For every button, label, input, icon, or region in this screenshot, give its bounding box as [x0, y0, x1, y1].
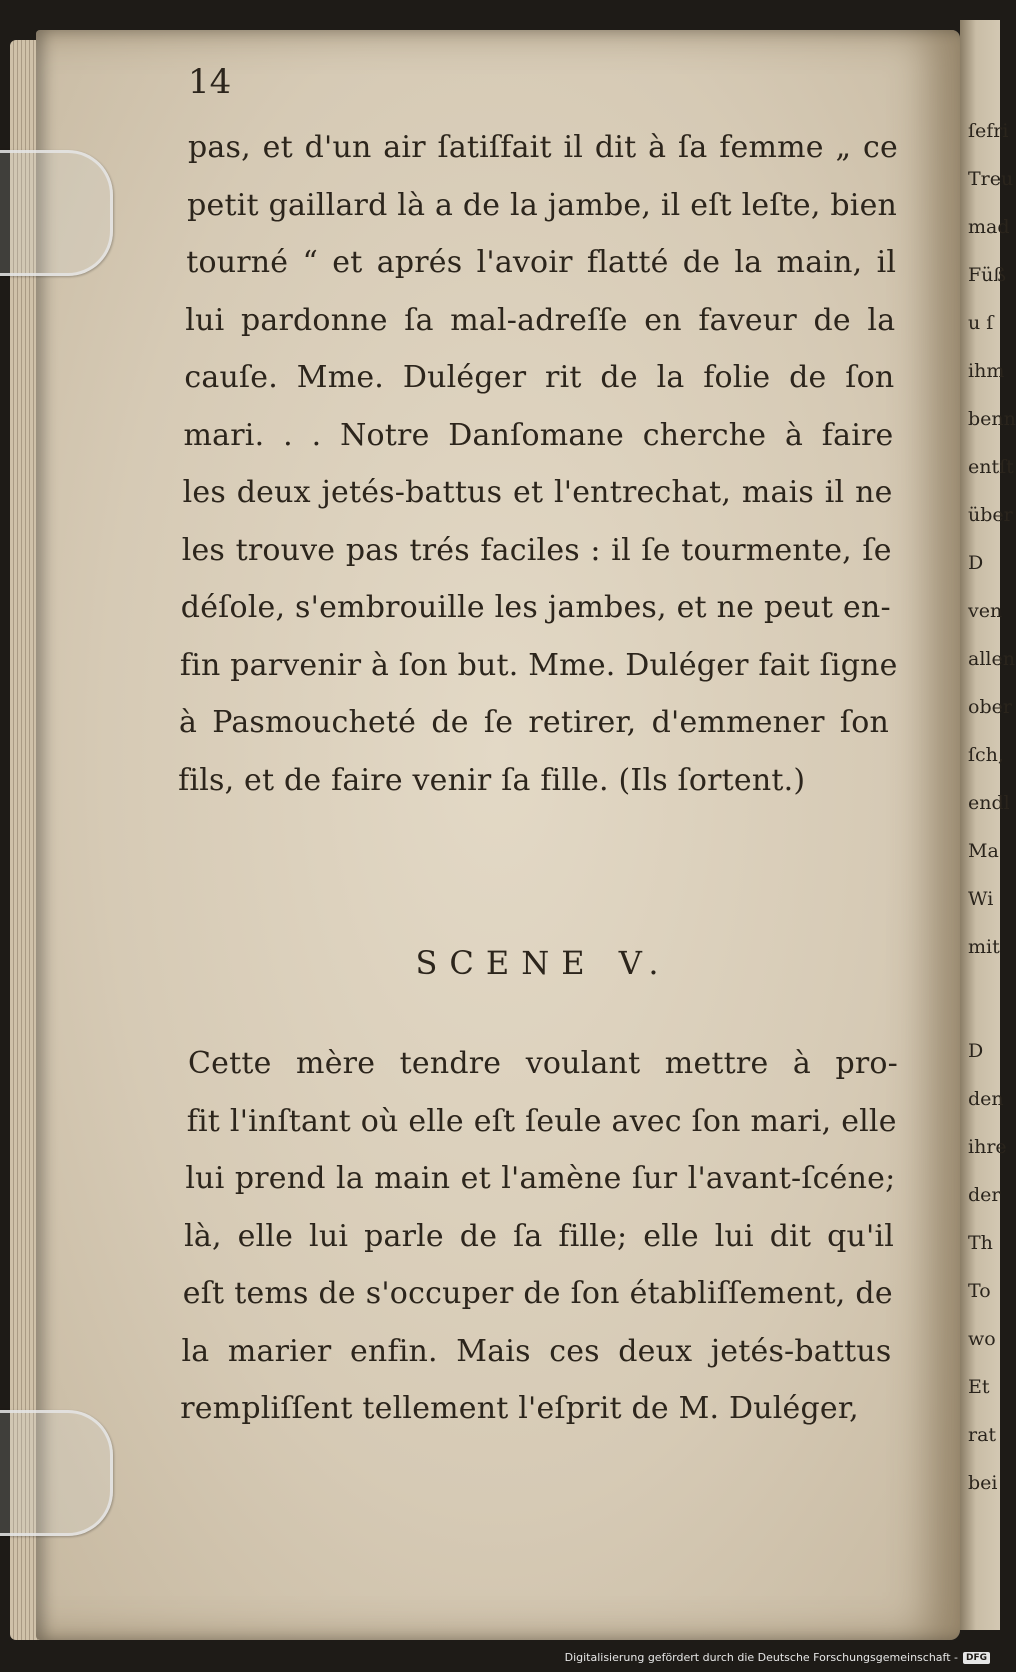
facing-page-fragment: Treu: [968, 168, 1014, 190]
facing-page-fragment: mit: [968, 936, 1000, 958]
scene-heading: SCENE V.: [415, 944, 671, 982]
facing-page-edge: [960, 20, 1016, 1630]
text-line: les trouve pas trés faciles : il ſe tourmente, ſe: [181, 532, 892, 568]
plastic-clip-bottom: [0, 1410, 113, 1536]
text-line: fin parvenir à ſon but. Mme. Duléger fait ſigne: [179, 647, 898, 683]
facing-page-fragment: D: [968, 552, 984, 574]
facing-page-fragment: ſch,: [968, 744, 1004, 766]
facing-page-fragment: entſt: [968, 456, 1014, 478]
facing-page-fragment: Et: [968, 1376, 990, 1398]
text-line: à Pasmoucheté de ſe retirer, d'emmener ſon: [179, 705, 889, 740]
facing-page-fragment: u ſ: [968, 312, 994, 334]
facing-page-fragment: ſefri: [968, 120, 1009, 142]
text-line: tourné “ et aprés l'avoir flatté de la main, il: [186, 245, 897, 280]
facing-page-fragment: ven: [968, 600, 1003, 622]
text-line: cauſe. Mme. Duléger rit de la folie de ſon: [184, 360, 895, 395]
facing-page-fragment: ihm: [968, 360, 1005, 382]
text-line: lui pardonne ſa mal-adreſſe en faveur de la: [185, 302, 896, 338]
facing-page-fragment: Th: [968, 1232, 993, 1254]
facing-page-fragment: To: [968, 1280, 991, 1302]
text-line: rempliſſent tellement l'eſprit de M. Duléger,: [180, 1391, 859, 1426]
plastic-clip-top: [0, 150, 113, 276]
text-line: déſole, s'embrouille les jambes, et ne peut en-: [180, 590, 891, 625]
page-number: 14: [188, 62, 232, 102]
facing-page-fragment: bei: [968, 1472, 998, 1494]
credit-text: Digitalisierung gefördert durch die Deutsche Forschungsgemeinschaft -: [564, 1651, 958, 1664]
facing-page-fragment: ober: [968, 696, 1012, 718]
facing-page-fragment: wo: [968, 1328, 996, 1350]
facing-page-fragment: D: [968, 1040, 984, 1062]
facing-page-fragment: Wi: [968, 888, 994, 910]
facing-page-fragment: Ma: [968, 840, 999, 862]
text-line: la marier enfin. Mais ces deux jetés-battus: [181, 1333, 892, 1369]
text-line: petit gaillard là a de la jambe, il eſt leſte, bien: [187, 187, 898, 223]
text-line: les deux jetés-battus et l'entrechat, mais il ne: [182, 475, 893, 510]
text-line: lui prend la main et l'amène ſur l'avant-ſcéne;: [185, 1161, 896, 1196]
text-line: mari. . . Notre Danſomane cherche à faire: [183, 417, 894, 453]
facing-page-fragment: den: [968, 1088, 1004, 1110]
facing-page-fragment: der: [968, 1184, 1001, 1206]
facing-page-fragment: ihre: [968, 1136, 1007, 1158]
facing-page-fragment: rat: [968, 1424, 997, 1446]
facing-page-fragment: mad: [968, 216, 1010, 238]
digitization-credit: [565, 1651, 990, 1664]
text-line: Cette mère tendre voulant mettre à pro-: [188, 1046, 898, 1081]
text-line: là, elle lui parle de ſa fille; elle lui dit qu'il: [184, 1218, 895, 1254]
facing-page-fragment: Füß: [968, 264, 1007, 286]
text-line: eſt tems de s'occuper de ſon établiſſement, de: [182, 1276, 893, 1311]
facing-page-fragment: benn: [968, 408, 1016, 430]
text-line: pas, et d'un air ſatiſfait il dit à ſa femme „ ce: [188, 130, 898, 165]
facing-page-fragment: über: [968, 504, 1013, 526]
text-line: fils, et de faire venir ſa fille. (Ils ſortent.): [178, 762, 806, 798]
facing-page-fragment: endl: [968, 792, 1010, 814]
facing-page-fragment: allen: [968, 648, 1015, 670]
text-line: fit l'inſtant où elle eſt ſeule avec ſon mari, elle: [186, 1103, 897, 1139]
dfg-logo: DFG: [963, 1652, 990, 1664]
